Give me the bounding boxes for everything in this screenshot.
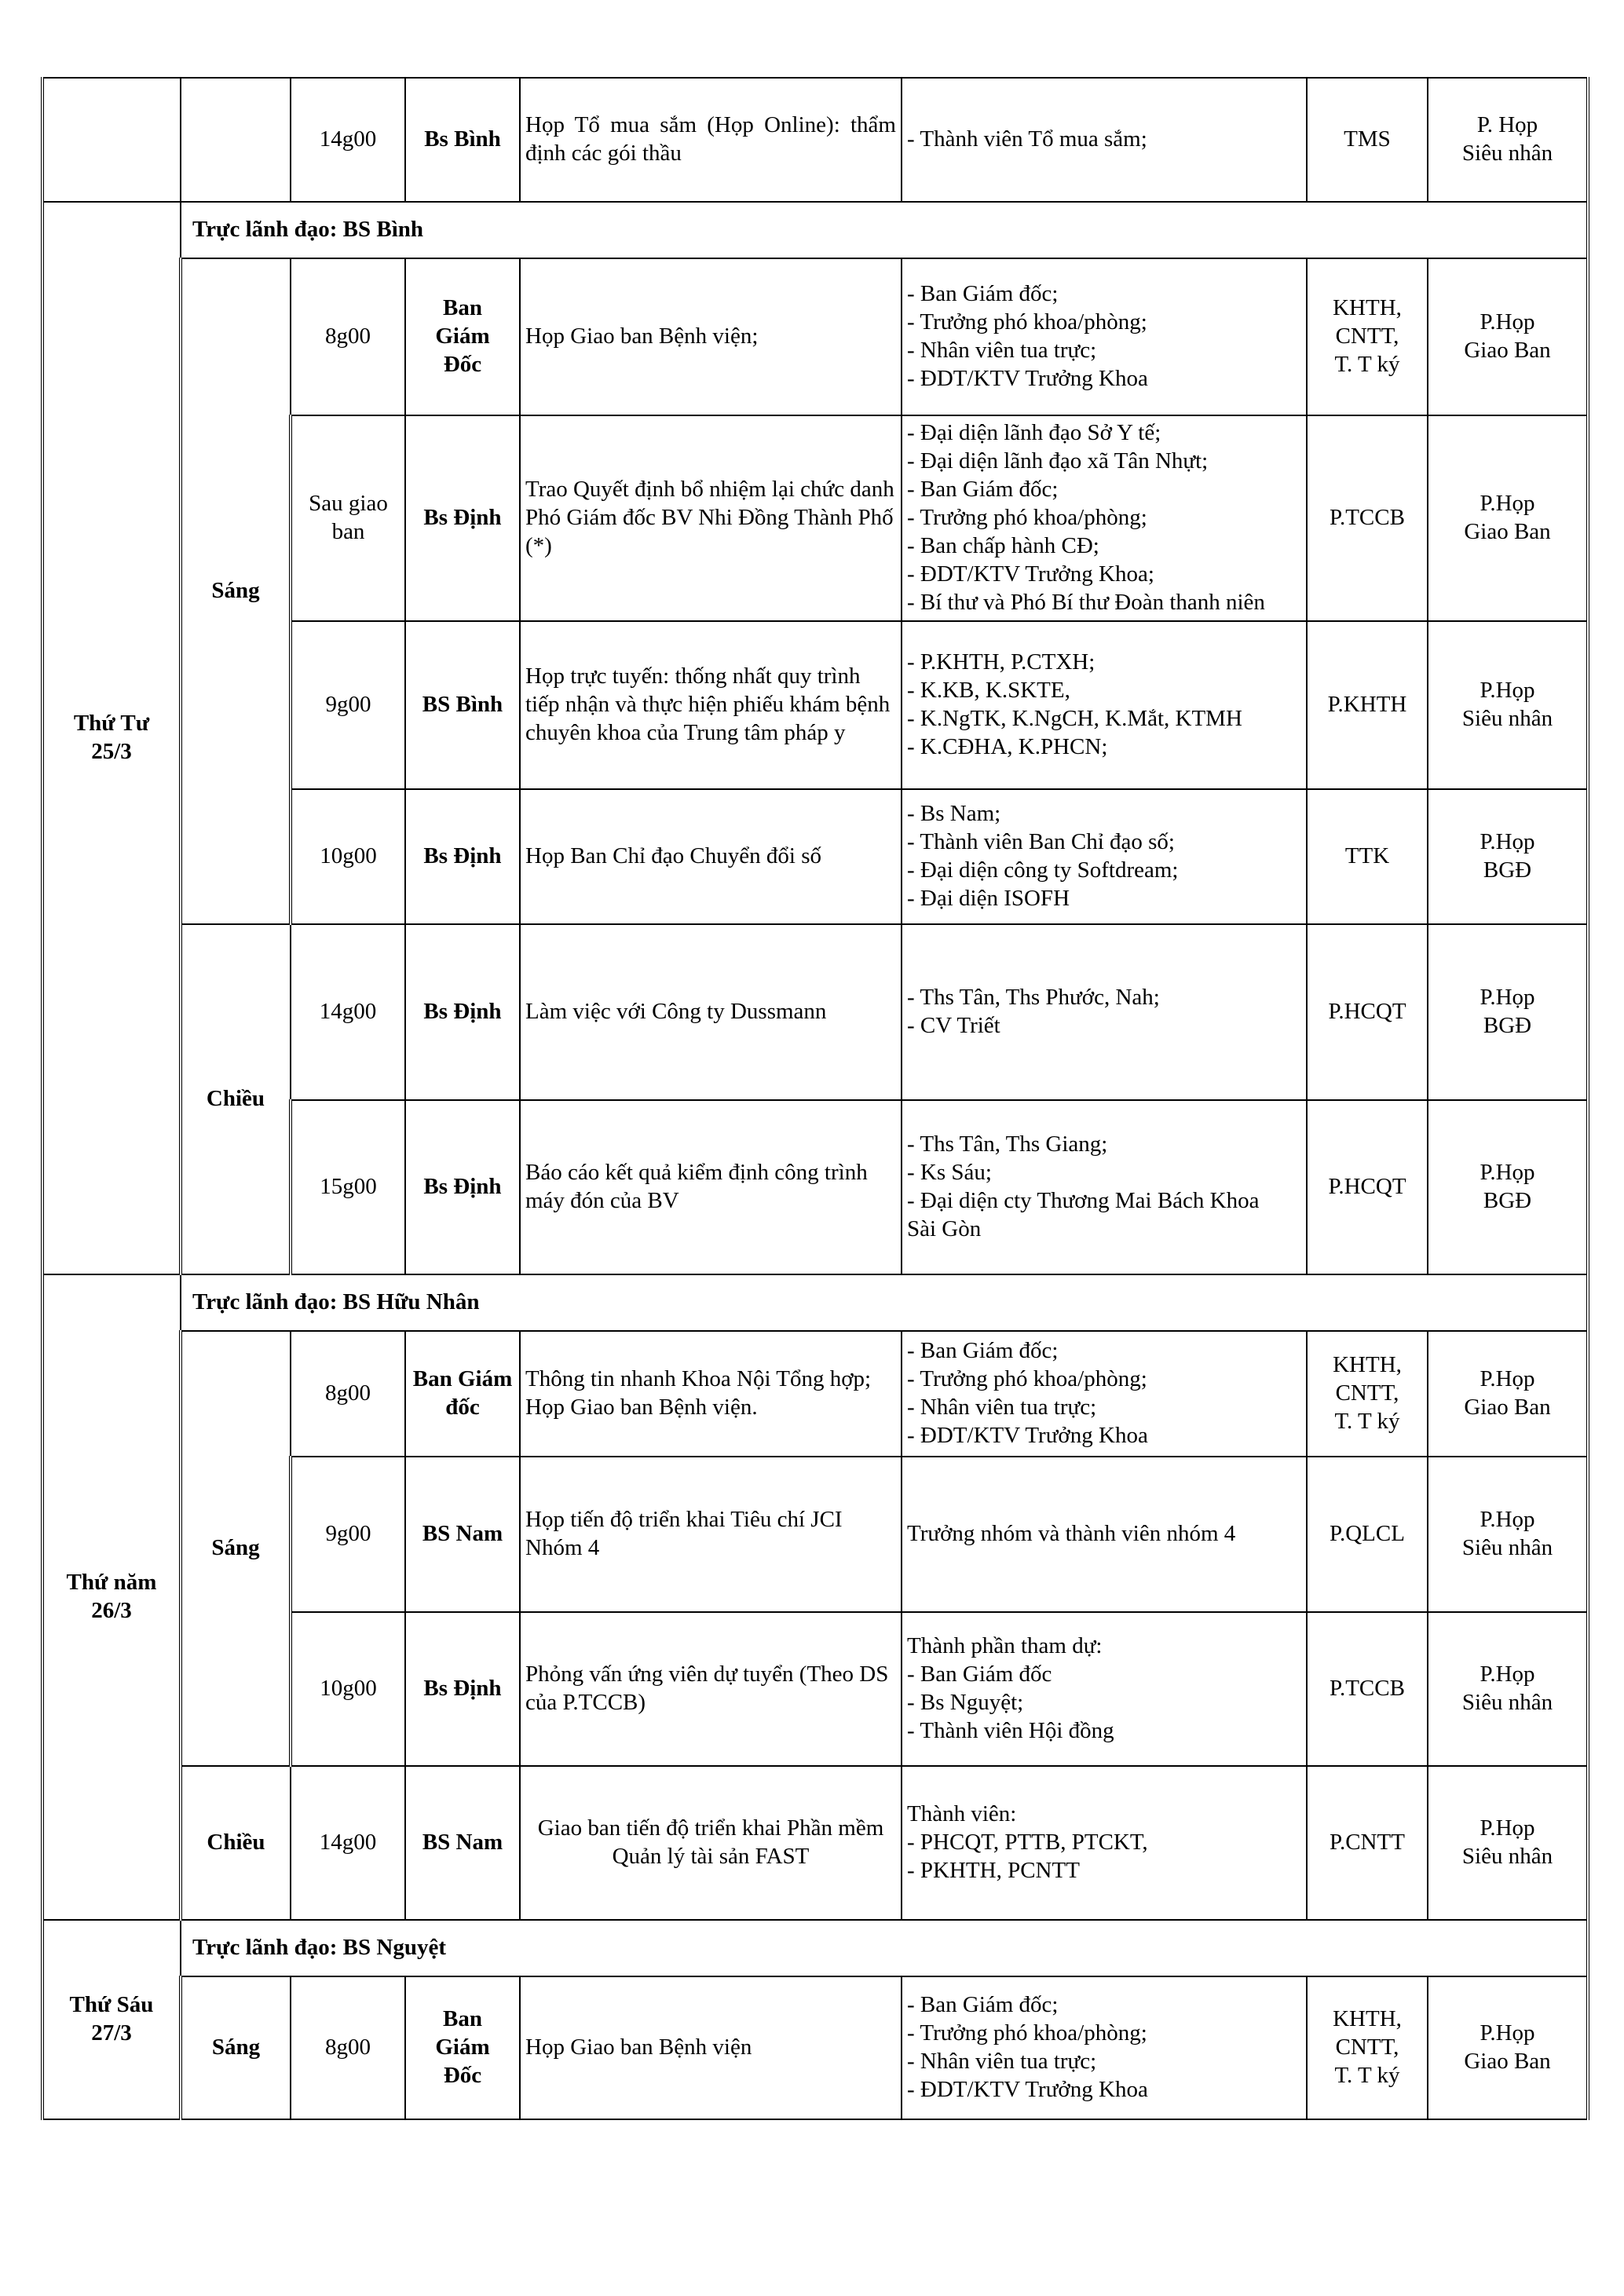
- attendee-line: - PHCQT, PTTB, PTCKT,: [907, 1829, 1148, 1855]
- prep-line: P.KHTH: [1327, 691, 1407, 717]
- day-date: 26/3: [91, 1597, 132, 1623]
- attendee-line: - Đại diện lãnh đạo Sở Y tế;: [907, 420, 1161, 445]
- place-line: BGĐ: [1483, 1012, 1532, 1038]
- attendee-line: - K.NgTK, K.NgCH, K.Mắt, KTMH: [907, 705, 1242, 731]
- time-cell: 10g00: [291, 789, 405, 924]
- leader-row: [42, 202, 1588, 258]
- place-line: P.Họp: [1480, 984, 1535, 1010]
- place-line: P.Họp: [1480, 1366, 1535, 1391]
- prep-cell: [1307, 1457, 1428, 1612]
- content-cell: Họp trực tuyến: thống nhất quy trình tiếp nhận và thực hiện phiếu khám bệnh chuyên khoa của Trung tâm pháp y: [520, 621, 902, 789]
- attendee-line: - ĐDT/KTV Trưởng Khoa: [907, 365, 1148, 391]
- content-cell: Thông tin nhanh Khoa Nội Tổng hợp; Họp Giao ban Bệnh viện.: [520, 1331, 902, 1457]
- day-date: 25/3: [91, 738, 132, 764]
- schedule-table: [41, 77, 1589, 2120]
- place-cell: [1428, 1331, 1588, 1457]
- time-cell: 14g00: [291, 924, 405, 1100]
- attendee-line: - K.KB, K.SKTE,: [907, 677, 1070, 703]
- day-cell: [42, 1274, 181, 1920]
- prep-line: P.TCCB: [1330, 1675, 1405, 1701]
- place-cell: [1428, 258, 1588, 415]
- chair-cell: [405, 789, 520, 924]
- prep-line: P.QLCL: [1330, 1520, 1405, 1546]
- attendee-line: - PKHTH, PCNTT: [907, 1857, 1080, 1883]
- prep-line: KHTH,: [1333, 295, 1402, 321]
- place-cell: [1428, 1457, 1588, 1612]
- attendees-cell: [902, 1766, 1307, 1920]
- chair-cell: [405, 1612, 520, 1766]
- place-line: P.Họp: [1480, 1815, 1535, 1841]
- prep-line: TTK: [1344, 843, 1390, 868]
- content-cell: Báo cáo kết quả kiểm định công trình máy đón của BV: [520, 1100, 902, 1274]
- prep-line: T. T ký: [1334, 351, 1400, 377]
- place-line: Siêu nhân: [1461, 1534, 1553, 1560]
- place-cell: [1428, 1766, 1588, 1920]
- time-cell: 9g00: [291, 1457, 405, 1612]
- prep-line: T. T ký: [1334, 2062, 1400, 2088]
- prep-line: CNTT,: [1335, 2034, 1399, 2060]
- chair-line: đốc: [445, 1394, 480, 1420]
- prep-cell: [1307, 1612, 1428, 1766]
- attendee-line: - Bí thư và Phó Bí thư Đoàn thanh niên: [907, 589, 1265, 615]
- table-row: [42, 1976, 1588, 2119]
- attendee-line: - Đại diện lãnh đạo xã Tân Nhựt;: [907, 448, 1209, 473]
- prep-line: P.HCQT: [1328, 1173, 1406, 1199]
- prep-cell: [1307, 924, 1428, 1100]
- table-row: [42, 924, 1588, 1100]
- prep-line: KHTH,: [1333, 2005, 1402, 2031]
- chair-cell: [405, 1766, 520, 1920]
- day-cell: [42, 1920, 181, 2119]
- prep-line: P.TCCB: [1330, 504, 1405, 530]
- content-cell: Giao ban tiến độ triển khai Phần mềm Quản lý tài sản FAST: [520, 1766, 902, 1920]
- place-line: P.Họp: [1480, 677, 1535, 703]
- duty-leader: Trực lãnh đạo: BS Nguyệt: [181, 1920, 1588, 1976]
- attendees-cell: [902, 621, 1307, 789]
- time-cell: Sau giao ban: [291, 415, 405, 621]
- place-cell: [1428, 1976, 1588, 2119]
- chair-line: Bs Định: [423, 504, 502, 530]
- day-name: Thứ Tư: [73, 710, 150, 736]
- attendee-line: - Ban Giám đốc;: [907, 281, 1059, 307]
- attendee-line: - ĐDT/KTV Trưởng Khoa;: [907, 561, 1154, 587]
- prep-cell: [1307, 1331, 1428, 1457]
- time-cell: 14g00: [291, 1766, 405, 1920]
- attendees-cell: [902, 924, 1307, 1100]
- prep-line: KHTH,: [1333, 1351, 1402, 1377]
- attendees-cell: [902, 258, 1307, 415]
- attendee-line: - Trưởng phó khoa/phòng;: [907, 504, 1147, 530]
- place-line: Giao Ban: [1464, 518, 1551, 544]
- chair-cell: [405, 1100, 520, 1274]
- prep-line: P.HCQT: [1328, 998, 1406, 1024]
- attendee-line: - Đại diện ISOFH: [907, 885, 1070, 911]
- content-cell: Họp Giao ban Bệnh viện;: [520, 258, 902, 415]
- attendee-line: - Trưởng phó khoa/phòng;: [907, 1366, 1147, 1391]
- attendee-line: - Thành viên Tổ mua sắm;: [907, 126, 1147, 152]
- place-line: P.Họp: [1480, 1661, 1535, 1687]
- place-line: P.Họp: [1480, 1506, 1535, 1532]
- attendee-line: - Thành viên Hội đồng: [907, 1717, 1114, 1743]
- session-cell: Chiều: [181, 924, 291, 1274]
- chair-line: Bs Định: [423, 998, 502, 1024]
- prep-cell: [1307, 1100, 1428, 1274]
- place-cell: [1428, 924, 1588, 1100]
- content-cell: Phỏng vấn ứng viên dự tuyển (Theo DS của P.TCCB): [520, 1612, 902, 1766]
- prep-line: P.CNTT: [1330, 1829, 1405, 1855]
- chair-line: Bs Định: [423, 843, 502, 868]
- chair-line: Giám: [435, 2034, 490, 2060]
- place-line: P. Họp: [1476, 112, 1538, 138]
- day-date: 27/3: [91, 2020, 132, 2046]
- chair-line: Đốc: [443, 351, 482, 377]
- table-row: [42, 1331, 1588, 1457]
- attendee-line: Thành viên:: [907, 1801, 1017, 1826]
- chair-line: Ban: [443, 2005, 482, 2031]
- time-cell: 8g00: [291, 1976, 405, 2119]
- day-name: Thứ năm: [66, 1569, 157, 1595]
- chair-line: Đốc: [443, 2062, 482, 2088]
- chair-line: Ban: [443, 295, 482, 321]
- chair-line: Giám: [435, 324, 490, 349]
- chair-line: BS Bình: [422, 691, 503, 717]
- chair-cell: [405, 1976, 520, 2119]
- table-row: [42, 78, 1588, 202]
- prep-line: TMS: [1344, 126, 1391, 152]
- attendees-cell: [902, 1457, 1307, 1612]
- attendees-cell: [902, 1612, 1307, 1766]
- chair-line: Bs Định: [423, 1173, 502, 1199]
- attendees-cell: [902, 1976, 1307, 2119]
- place-cell: [1428, 1100, 1588, 1274]
- place-line: P.Họp: [1480, 2020, 1535, 2046]
- prep-line: T. T ký: [1334, 1408, 1400, 1434]
- attendee-line: - P.KHTH, P.CTXH;: [907, 649, 1095, 675]
- chair-cell: [405, 258, 520, 415]
- time-cell: 8g00: [291, 258, 405, 415]
- schedule-body: [42, 78, 1588, 2119]
- session-cell: Chiều: [181, 1766, 291, 1920]
- attendee-line: - Ban chấp hành CĐ;: [907, 532, 1099, 558]
- chair-line: BS Nam: [422, 1829, 503, 1855]
- chair-cell: [405, 415, 520, 621]
- attendee-line: - Đại diện cty Thương Mai Bách Khoa: [907, 1187, 1260, 1213]
- leader-row: [42, 1920, 1588, 1976]
- place-line: Giao Ban: [1464, 1394, 1551, 1420]
- time-cell: 15g00: [291, 1100, 405, 1274]
- attendee-line: - ĐDT/KTV Trưởng Khoa: [907, 2076, 1148, 2102]
- day-name: Thứ Sáu: [69, 1991, 154, 2017]
- place-line: Giao Ban: [1464, 2048, 1551, 2074]
- attendee-line: - Thành viên Ban Chỉ đạo số;: [907, 828, 1175, 854]
- attendee-line: - Nhân viên tua trực;: [907, 2048, 1097, 2074]
- content-cell: Họp Tổ mua sắm (Họp Online): thẩm định các gói thầu: [520, 78, 902, 202]
- time-cell: 8g00: [291, 1331, 405, 1457]
- place-line: P.Họp: [1480, 309, 1535, 335]
- day-cell: [42, 202, 181, 1274]
- time-cell: 9g00: [291, 621, 405, 789]
- attendee-line: Sài Gòn: [907, 1216, 982, 1241]
- attendee-line: - Ban Giám đốc;: [907, 476, 1059, 502]
- attendee-line: - Nhân viên tua trực;: [907, 338, 1097, 363]
- chair-line: Bs Định: [423, 1675, 502, 1701]
- attendee-line: - Ths Tân, Ths Phước, Nah;: [907, 984, 1160, 1010]
- place-line: P.Họp: [1480, 490, 1535, 516]
- place-cell: [1428, 789, 1588, 924]
- attendee-line: Thành phần tham dự:: [907, 1632, 1103, 1658]
- chair-cell: [405, 1331, 520, 1457]
- place-line: Siêu nhân: [1461, 705, 1553, 731]
- time-cell: 14g00: [291, 78, 405, 202]
- table-row: [42, 1766, 1588, 1920]
- prep-cell: [1307, 621, 1428, 789]
- attendee-line: - Nhân viên tua trực;: [907, 1394, 1097, 1420]
- prep-cell: [1307, 78, 1428, 202]
- place-line: BGĐ: [1483, 1187, 1532, 1213]
- chair-cell: Bs Bình: [405, 78, 520, 202]
- place-cell: [1428, 78, 1588, 202]
- table-row: [42, 258, 1588, 415]
- attendee-line: - Trưởng phó khoa/phòng;: [907, 2020, 1147, 2046]
- prep-line: CNTT,: [1335, 324, 1399, 349]
- place-line: P.Họp: [1480, 828, 1535, 854]
- attendee-line: - Đại diện công ty Softdream;: [907, 857, 1179, 883]
- attendee-line: - Ban Giám đốc: [907, 1661, 1052, 1687]
- place-line: Giao Ban: [1464, 338, 1551, 363]
- prep-cell: [1307, 789, 1428, 924]
- place-line: Siêu nhân: [1461, 1843, 1553, 1869]
- attendee-line: - Ks Sáu;: [907, 1159, 992, 1185]
- content-cell: Họp tiến độ triển khai Tiêu chí JCI Nhóm 4: [520, 1457, 902, 1612]
- attendee-line: - Ban Giám đốc;: [907, 1991, 1059, 2017]
- chair-cell: [405, 924, 520, 1100]
- attendee-line: - ĐDT/KTV Trưởng Khoa: [907, 1422, 1148, 1448]
- prep-cell: [1307, 1766, 1428, 1920]
- chair-line: BS Nam: [422, 1520, 503, 1546]
- place-line: BGĐ: [1483, 857, 1532, 883]
- place-cell: [1428, 621, 1588, 789]
- prep-cell: [1307, 1976, 1428, 2119]
- attendee-line: - CV Triết: [907, 1012, 1000, 1038]
- duty-leader: Trực lãnh đạo: BS Hữu Nhân: [181, 1274, 1588, 1331]
- attendee-line: - K.CĐHA, K.PHCN;: [907, 733, 1108, 759]
- attendees-cell: [902, 1100, 1307, 1274]
- chair-cell: [405, 621, 520, 789]
- day-cell-empty: [42, 78, 181, 202]
- session-cell: Sáng: [181, 258, 291, 924]
- leader-row: [42, 1274, 1588, 1331]
- content-cell: Trao Quyết định bổ nhiệm lại chức danh Phó Giám đốc BV Nhi Đồng Thành Phố (*): [520, 415, 902, 621]
- place-line: P.Họp: [1480, 1159, 1535, 1185]
- place-line: Siêu nhân: [1461, 1689, 1553, 1715]
- attendee-line: - Ban Giám đốc;: [907, 1337, 1059, 1363]
- prep-cell: [1307, 415, 1428, 621]
- attendees-cell: [902, 789, 1307, 924]
- chair-line: Ban Giám: [412, 1366, 513, 1391]
- session-cell-empty: [181, 78, 291, 202]
- content-cell: Họp Ban Chỉ đạo Chuyển đổi số: [520, 789, 902, 924]
- time-cell: 10g00: [291, 1612, 405, 1766]
- attendees-cell: [902, 415, 1307, 621]
- place-cell: [1428, 415, 1588, 621]
- session-cell: Sáng: [181, 1976, 291, 2119]
- attendees-cell: [902, 78, 1307, 202]
- content-cell: Họp Giao ban Bệnh viện: [520, 1976, 902, 2119]
- attendee-line: - Bs Nguyệt;: [907, 1689, 1024, 1715]
- content-cell: Làm việc với Công ty Dussmann: [520, 924, 902, 1100]
- place-line: Siêu nhân: [1461, 141, 1553, 166]
- session-cell: Sáng: [181, 1331, 291, 1766]
- attendee-line: - Trưởng phó khoa/phòng;: [907, 309, 1147, 335]
- attendee-line: - Bs Nam;: [907, 800, 1001, 826]
- chair-cell: [405, 1457, 520, 1612]
- prep-line: CNTT,: [1335, 1380, 1399, 1406]
- attendees-cell: [902, 1331, 1307, 1457]
- place-cell: [1428, 1612, 1588, 1766]
- prep-cell: [1307, 258, 1428, 415]
- attendee-line: - Ths Tân, Ths Giang;: [907, 1131, 1108, 1157]
- duty-leader: Trực lãnh đạo: BS Bình: [181, 202, 1588, 258]
- attendee-line: Trưởng nhóm và thành viên nhóm 4: [907, 1520, 1236, 1546]
